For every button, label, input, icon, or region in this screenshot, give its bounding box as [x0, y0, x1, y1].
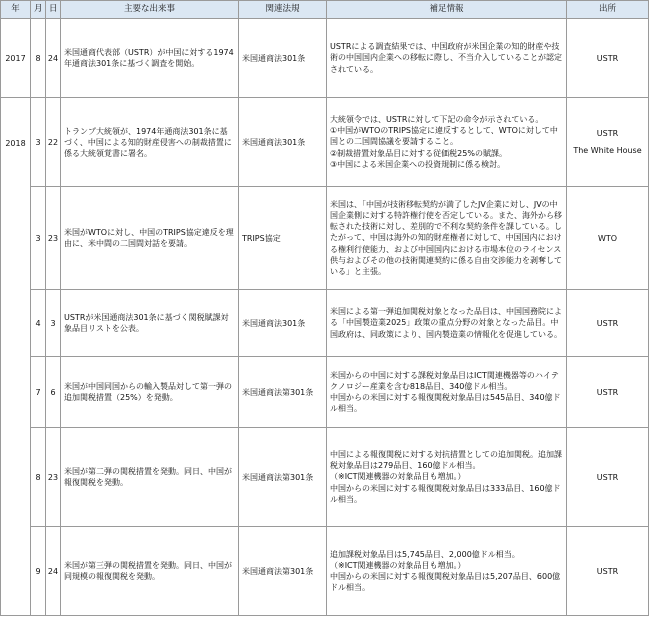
source-name: USTR [596, 318, 619, 328]
table-row [1, 357, 649, 428]
day-cell: 6 [46, 357, 61, 428]
year-cell: 2018 [1, 98, 31, 616]
law-cell: 米国通商法301条 [239, 290, 327, 357]
note-line: 中国からの米国に対する報復関税対象品目は545品目、340億ドル相当。 [330, 393, 561, 414]
event-cell: 米国通商代表部（USTR）が中国に対する1974年通商法301条に基づく調査を開始。 [61, 19, 239, 98]
note-line: 米国からの中国に対する課税対象品目はICT関連機器等のハイテクノロジー産業を含む818品目、340億ドル相当。 [330, 370, 559, 391]
month-cell: 9 [31, 527, 46, 616]
note-line: 中国からの米国に対する報復関税対象品目は5,207品目、600億ドル相当。 [330, 572, 561, 593]
month-cell: 3 [31, 187, 46, 290]
note-line: 米国は、「中国が技術移転契約が満了したJV企業に対し、JVの中国企業側に対する特許権行使を否定している。また、海外から移転された技術に対し、差別的で不利な契約条件を課している。したがって、中国は海外の知的財産権者に対して、中国国内における権利行使能力、および中国国内における市場本位のライセンス供与およびその他の技術関連契約に係る自由交渉能力を剥奪している」と主張。 [330, 199, 562, 276]
source-cell [567, 187, 649, 290]
header-law: 関連法規 [239, 1, 327, 19]
source-name: WTO [597, 233, 618, 243]
law-cell: 米国通商法第301条 [239, 527, 327, 616]
source-name: USTR [596, 472, 619, 482]
day-cell: 22 [46, 98, 61, 187]
note-line: 米国による第一弾追加関税対象となった品目は、中国国務院による「中国製造業2025」政策の重点分野の対象となった品目。中国政府は、同政策により、国内製造業の情報化を促進している。 [330, 307, 562, 339]
note-cell [327, 98, 567, 187]
note-line: ②制裁措置対象品目に対する従価税25%の賦課。 [330, 148, 507, 158]
note-line: USTRによる調査結果では、中国政府が米国企業の知的財産や技術の中国国内企業への移転に際し、不当介入していることが認定されている。 [330, 42, 562, 74]
header-event: 主要な出来事 [61, 1, 239, 19]
source-name: USTR [596, 387, 619, 397]
table-row [1, 187, 649, 290]
table-row [1, 290, 649, 357]
header-month: 月 [31, 1, 46, 19]
note-cell [327, 290, 567, 357]
header-day: 日 [46, 1, 61, 19]
month-cell: 7 [31, 357, 46, 428]
day-cell: 24 [46, 19, 61, 98]
note-line: ①中国がWTOのTRIPS協定に違反するとして、WTOに対して中国との二国間協議を要請すること。 [330, 126, 558, 147]
note-line: 追加課税対象品目は5,745品目、2,000億ドル相当。 [330, 549, 520, 559]
source-cell [567, 357, 649, 428]
month-cell: 8 [31, 19, 46, 98]
source-cell [567, 290, 649, 357]
note-cell [327, 357, 567, 428]
note-line: 中国による報復関税に対する対抗措置としての追加関税。追加課税対象品目は279品目、160億ドル相当。 [330, 449, 562, 471]
source-name: USTR [596, 566, 619, 576]
header-note: 補足情報 [327, 1, 567, 19]
day-cell: 3 [46, 290, 61, 357]
source-cell [567, 527, 649, 616]
event-cell: 米国が第二弾の関税措置を発動。同日、中国が報復関税を発動。 [61, 428, 239, 527]
law-cell: 米国通商法301条 [239, 19, 327, 98]
day-cell: 23 [46, 428, 61, 527]
month-cell: 3 [31, 98, 46, 187]
law-cell: 米国通商法第301条 [239, 428, 327, 527]
note-cell [327, 19, 567, 98]
law-cell: TRIPS協定 [239, 187, 327, 290]
law-cell: 米国通商法第301条 [239, 357, 327, 428]
source-cell [567, 98, 649, 187]
month-cell: 8 [31, 428, 46, 527]
law-cell: 米国通商法301条 [239, 98, 327, 187]
month-cell: 4 [31, 290, 46, 357]
note-line: （※ICT関連機器の対象品目も増加。） [330, 560, 466, 570]
note-line: 大統領令では、USTRに対して下記の命令が示されている。 [330, 114, 544, 124]
note-cell [327, 527, 567, 616]
note-line: 中国からの米国に対する報復関税対象品目は333品目、160億ドル相当。 [330, 483, 561, 504]
header-row [1, 1, 649, 19]
header-source: 出所 [567, 1, 649, 19]
event-cell: 米国がWTOに対し、中国のTRIPS協定違反を理由に、米中間の二国間対話を要請。 [61, 187, 239, 290]
day-cell: 24 [46, 527, 61, 616]
event-cell: USTRが米国通商法301条に基づく関税賦課対象品目リストを公表。 [61, 290, 239, 357]
note-line: （※ICT関連機器の対象品目も増加。） [330, 472, 466, 482]
note-cell [327, 428, 567, 527]
header-year: 年 [1, 1, 31, 19]
table-row [1, 98, 649, 187]
source-cell [567, 19, 649, 98]
year-cell: 2017 [1, 19, 31, 98]
source-name: USTR [596, 53, 619, 63]
table-row [1, 428, 649, 527]
source-name: The White House [573, 146, 642, 155]
table-row [1, 19, 649, 98]
event-cell: 米国が中国同国からの輸入製品対して第一弾の追加関税措置（25%）を発動。 [61, 357, 239, 428]
event-cell: トランプ大統領が、1974年通商法301条に基づく、中国による知的財産侵害への制裁措置に係る大統領覚書に署名。 [61, 98, 239, 187]
event-cell: 米国が第三弾の関税措置を発動。同日、中国が同規模の報復関税を発動。 [61, 527, 239, 616]
day-cell: 23 [46, 187, 61, 290]
source-name: USTR [596, 129, 619, 138]
note-cell [327, 187, 567, 290]
note-line: ③中国による米国企業への投資規制に係る検討。 [330, 159, 506, 169]
source-cell [567, 428, 649, 527]
table-row [1, 527, 649, 616]
